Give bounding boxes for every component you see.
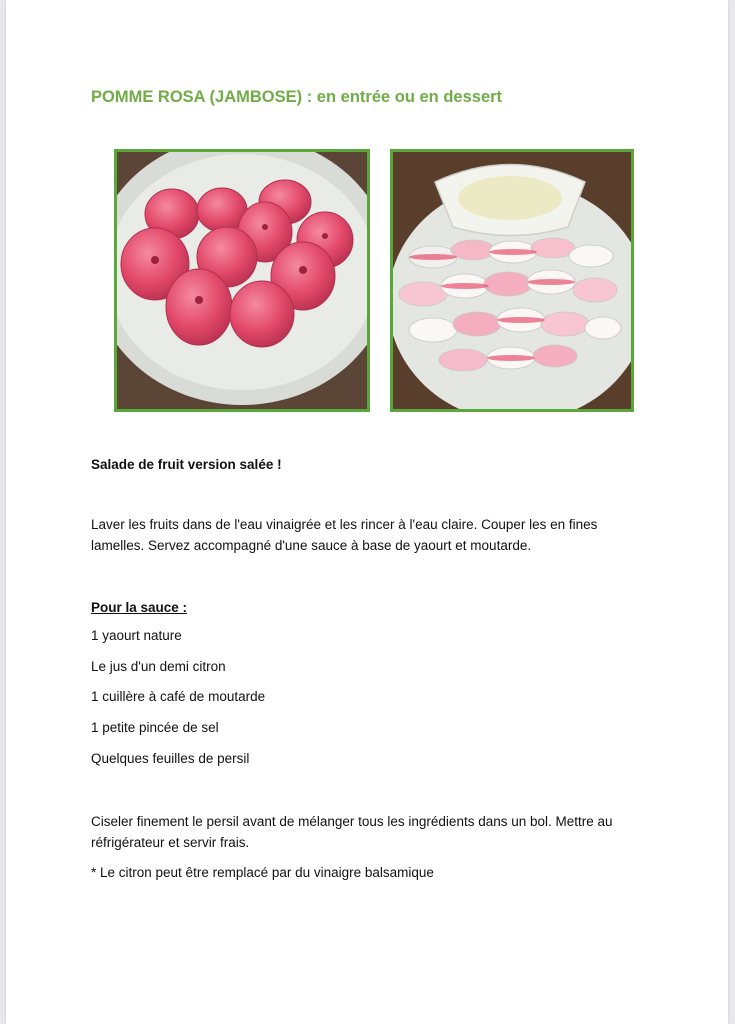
photo-whole-rose-apples	[114, 149, 370, 412]
ingredient-item: 1 cuillère à café de moutarde	[91, 689, 266, 704]
ingredient-item: Le jus d'un demi citron	[91, 659, 226, 674]
page-title: POMME ROSA (JAMBOSE) : en entrée ou en dessert	[91, 88, 503, 106]
sauce-instructions-paragraph: Ciseler finement le persil avant de mélanger tous les ingrédients dans un bol. Mettre au réfrigérateur et servir frais.	[91, 814, 613, 850]
instructions-paragraph: Laver les fruits dans de l'eau vinaigrée et les rincer à l'eau claire. Couper les en fines lamelles. Servez accompagné d'une sauce à base de yaourt et moutarde.	[91, 517, 598, 553]
recipe-subtitle: Salade de fruit version salée !	[91, 457, 282, 472]
photo-sliced-rose-apples	[390, 149, 634, 412]
ingredient-item: Quelques feuilles de persil	[91, 751, 250, 766]
ingredient-item: 1 yaourt nature	[91, 628, 182, 643]
sliced-rose-apples-image	[393, 152, 631, 409]
whole-rose-apples-image	[117, 152, 367, 409]
sauce-heading: Pour la sauce :	[91, 600, 188, 615]
ingredient-item: 1 petite pincée de sel	[91, 720, 219, 735]
document-page	[6, 0, 728, 1024]
footnote: * Le citron peut être remplacé par du vinaigre balsamique	[91, 865, 434, 880]
